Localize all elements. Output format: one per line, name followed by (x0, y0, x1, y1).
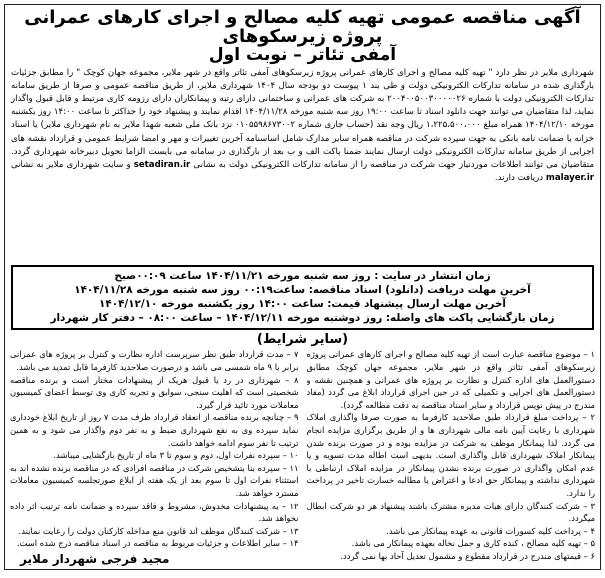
conditions-right-column (307, 348, 596, 565)
condition-item: ۱۱ – سپرده بنا بتشخیص شرکت در مناقصه افرادی که در مناقصه برنده نشده اند به استثناء نفرات اول تا سوم بعد از یک هفته از ابلاغ صورتجلسه کمیسیون معاملات مسترد خواهد شد. (10, 462, 299, 498)
condition-item: ۱۴ – سایر اطلاعات و جزئیات مربوط به مناقصه در اسناد مناقصه درج شده است. (16, 538, 299, 549)
opening-date: زمان بازگشایی پاکت های واصله: روز دوشنبه مورخه ۱۴۰۴/۱۲/۱۱ – ساعت ۰۸:۰۰ – دفتر کار شهردار (50, 312, 555, 325)
conditions-left-column (10, 348, 299, 565)
conditions-columns (5, 348, 600, 565)
notice-title-line2: آمفی تئاتر – نوبت اول (208, 44, 397, 65)
condition-item: ۲ – پرداخت مبلغ قرارداد طبق صلاحدید کارفرما به صورت صرفا واگذاری املاک شهرداری با رعایت آیین نامه مالی شهرداری ها و از طریق برگزاری مزایده انجام می گردد. لذا پیمانکار موظف به شرکت در مزایده بوده و در صورت برنده شدن پیمانکار املاک شهرداری قابل واگذاری است. بدیهی است اطاله مدت تسویه و یا عدم امکان واگذاری در صورت برنده نشدن پیمانکار در مزایده املاک ارتباطی با شهرداری نداشته و پیمانکار حق ادعا و اعتراض یا مطالبه خسارت تاخیر در پرداخت را ندارد. (306, 412, 595, 498)
dates-box (11, 265, 594, 331)
intro-paragraph (5, 67, 600, 263)
intro-end-text: دریافت دارند. (494, 173, 546, 184)
condition-item: ۱۳ – شرکت کنندگان موظف اند قانون منع مداخله کارکنان دولت را رعایت نمایند. (18, 525, 299, 536)
condition-item: ۹ – چنانچه برنده مناقصه از انعقاد قرارداد ظرف مدت ۷ روز از تاریخ ابلاغ خودداری نماید سپرده وی به نفع شهرداری ضبط و به نفر دوم واگذار می شود و به همین ترتیب تا نفر سوم ادامه خواهد داشت. (10, 412, 299, 448)
setadiran-link[interactable]: setadiran.ir (133, 160, 191, 171)
submission-deadline: آخرین مهلت ارسال پیشنهاد قیمت: ساعت ۱۴:۰۰ روز یکشنبه مورخه ۱۴۰۴/۱۲/۱۰ (99, 298, 506, 311)
condition-item: ۵ – تهیه کلیه مصالح ، کنده کاری و حمل نخاله بعهده پیمانکار می باشد. (351, 538, 595, 549)
notice-title-line1: آگهی مناقصه عمومی تهیه کلیه مصالح و اجرای کارهای عمرانی پروژه زیرسکوهای (24, 7, 581, 47)
conditions-heading: (سایر شرایط) (256, 332, 349, 348)
mayor-signature: مجید فرجی شهردار ملایر (20, 551, 170, 566)
intro-text: شهرداری ملایر در نظر دارد " تهیه کلیه مصالح و اجرای کارهای عمرانی پروژه زیرسکوهای آمفی تئاتر واقع در شهر ملایر، مجموعه جهان کوچک " را مطابق جزئیات بارگذاری شده در سامانه تدارکات الکترونیکی دولت و طی بند ۱ پیوست دو بودجه سال ۱۴۰۴ شهرداری ملایر، از طریق مناقصه عمومی و صرفا از طریق سامانه تدارکات الکترونیکی دولت با شماره ۲۰۰۴۰۰۵۰۰۳۰۰۰۰۰۲۶ به شرکت های عمرانی و ساختمانی دارای رتبه و پیمانکاران دارای رزومه کاری مرتبط و قابل قبول واگذار نماید، لذا متقاضیان می توانند جهت دانلود اسناد تا ساعت ۱۹:۰۰ روز سه شنبه مورخه ۱۴۰۴/۱۱/۲۸ اقدام نمایند و پیشنهاد خود را حداکثر تا ساعت ۱۴:۰۰ روز یکشنبه مورخه ۱۴۰۴/۱۲/۱۰ همراه مبلغ ۱،۲۲۵،۵۰۰،۰۰۰ ریال وجه نقد (حساب جاری شماره ۰۱۰۵۵۹۸۶۷۳۰۰۲ نزد بانک ملی شعبه شهدا ملایر به نام شهرداری ملایر) یا اسناد خزانه یا ضمانت نامه بانکی به جهت سپرده شرکت در مناقصه همراه سایر مدارک شامل اساسنامه آخرین تغییرات و مهر و امضا شرایط عمومی و قرارداد نقشه های اجرایی از طریق سامانه تدارکات الکترونیکی دولت ارسال نمایند ضمنا پاکت الف و ب بعد از بارگذاری در سامانه می بایست الزاما تحویل دبیرخانه شهرداری گردد. متقاضیان می توانند اطلاعات موردنیاز جهت شرکت در مناقصه را از سامانه تدارکات الکترونیکی دولت به نشانی (11, 67, 595, 171)
condition-item: ۱ – موضوع مناقصه عبارت است از تهیه کلیه مصالح و اجرای کارهای عمرانی پروژه زیرسکوهای آمفی تئاتر واقع در شهر ملایر، مجموعه جهان کوچک مطابق دستورالعمل های اداره کنترل و نظارت بر پروژه های عمرانی و همچنین نقشه و دستورالعمل های اجرایی و تکمیلی که در حین اجرای قرارداد ابلاغ می گردد (مفاد مندرج در پیش نویس قرارداد و سایر اسناد مناقصه به دقت مطالعه گردد). (306, 349, 595, 410)
condition-item: ۶ – قیمتهای مندرج در قرارداد مقطوع و مشمول تعدیل آحاد بها نمی گردد. (340, 550, 595, 561)
malayer-link[interactable]: malayer.ir (545, 173, 594, 184)
intro-mid-text: و سایت شهرداری ملایر به نشانی (11, 160, 134, 171)
condition-item: ۷ – مدت قرارداد طبق نظر سرپرست اداره نظارت و کنترل بر پروژه های عمرانی برابر با ۹ ماه شمسی می باشد و درصورت صلاحدید کارفرما قابل تمدید می باشد. (10, 349, 299, 373)
publish-date: زمان انتشار در سایت : روز سه شنبه مورخه ۱۴۰۴/۱۱/۲۱ ساعت ۰۰:۰۹صبح (114, 269, 491, 282)
condition-item: ۴ – پرداخت کلیه کسورات قانونی به عهده پیمانکار می باشد. (386, 525, 595, 536)
condition-item: ۱۲ – به پیشنهادات مخدوش، مشروط و فاقد سپرده و ضمانت نامه ترتیب اثر داده نخواهد شد. (10, 500, 299, 524)
tender-notice (4, 4, 601, 570)
condition-item: ۱۰ – سپرده نفرات اول، دوم و سوم تا ۳ ماه از تاریخ بازگشایی میباشد. (53, 450, 299, 461)
condition-item: ۳ – شرکت کنندگان دارای هیات مدیره مشترک باشند پیشنهاد هر دو شرکت ابطال میگردد. (306, 500, 595, 524)
download-deadline: آخرین مهلت دریافت (دانلود) اسناد مناقصه: ساعت۰۰:۱۹ روز سه شنبه مورخه ۱۴۰۴/۱۱/۲۸ (74, 283, 531, 296)
condition-item: ۸ – شهرداری در رد یا قبول هریک از پیشنهادات مختار است و برنده مناقصه شخصیتی است که اهلیت سنجی، سوابق و تجربه کاری وی توسط اعضای کمیسیون معاملات مورد تائید قرار گیرد. (10, 374, 299, 410)
